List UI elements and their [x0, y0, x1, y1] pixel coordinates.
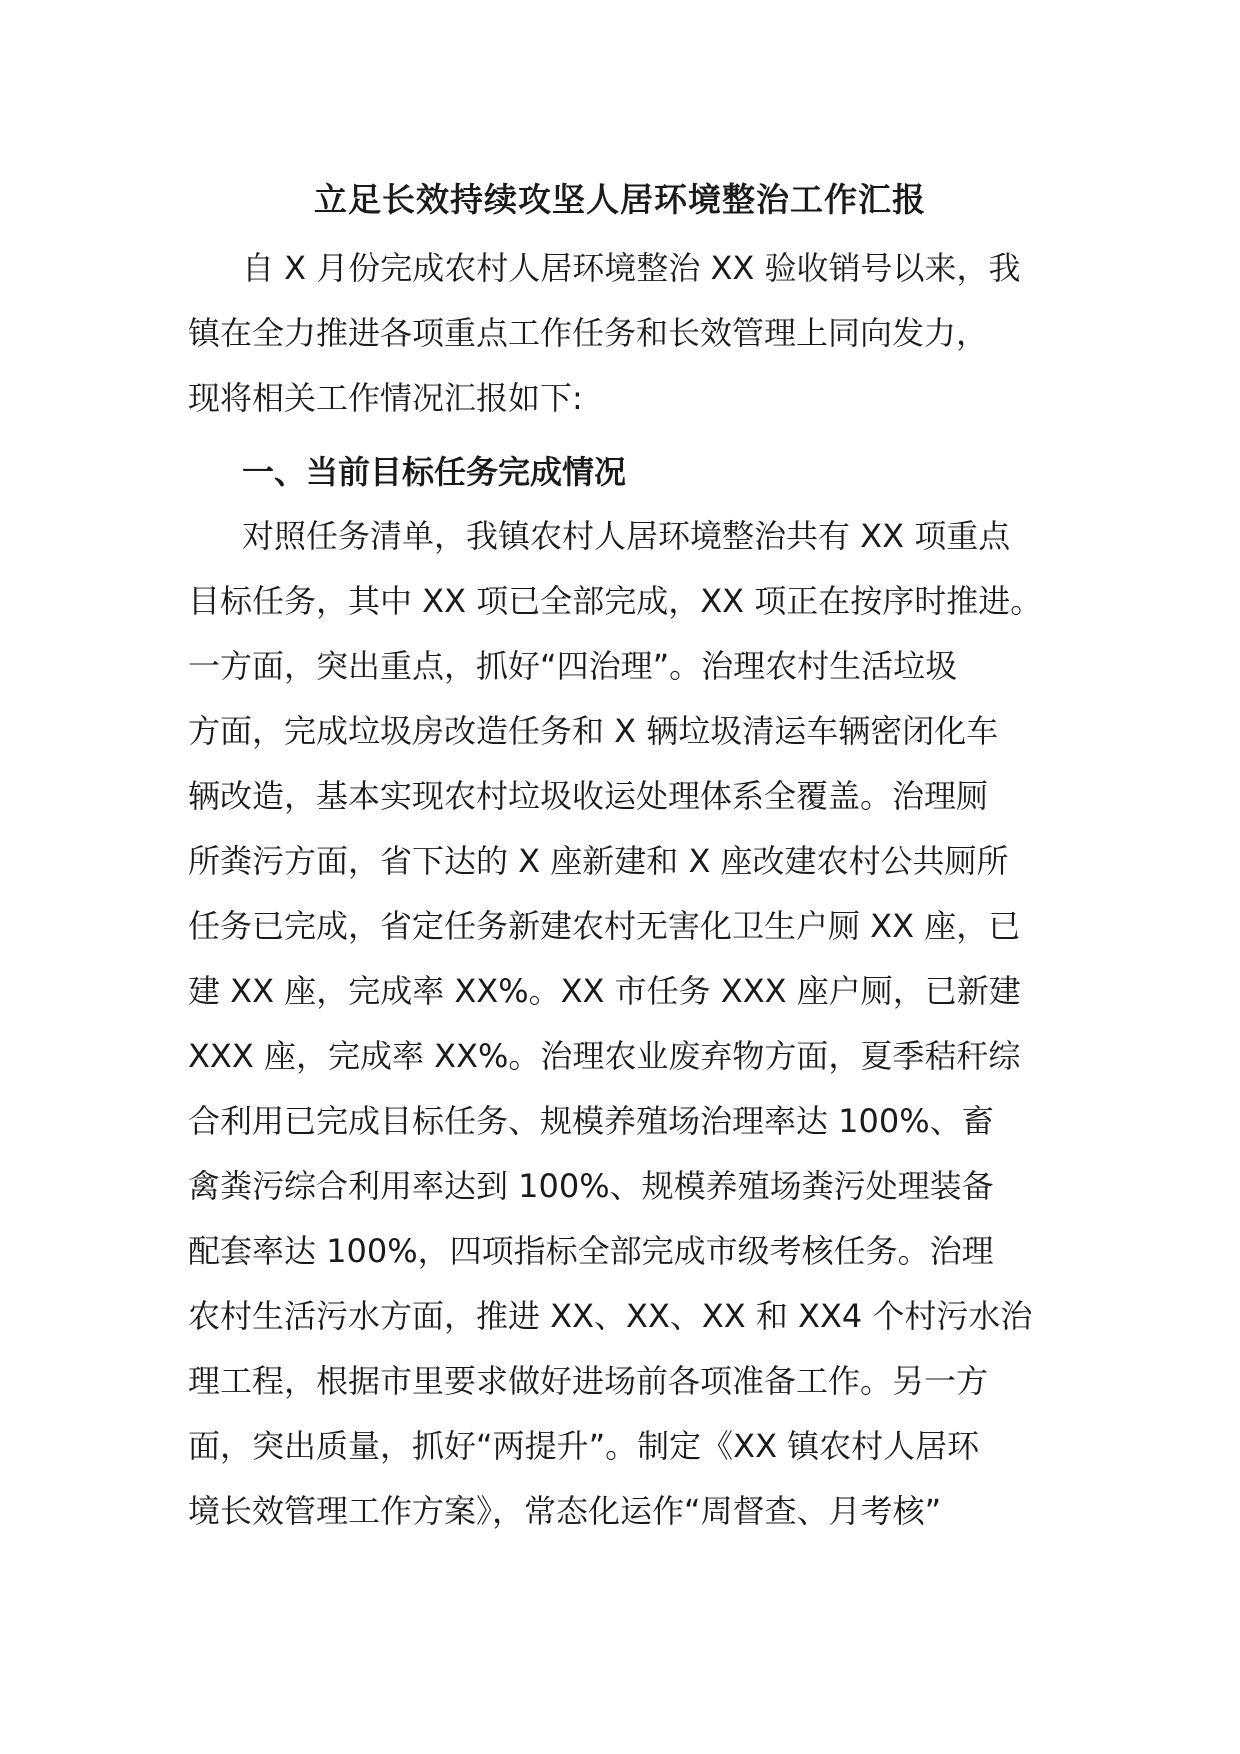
intro-paragraph — [188, 236, 1068, 431]
paragraph-line: 任务已完成，省定任务新建农村无害化卫生户厕 XX 座，已 — [188, 907, 1021, 945]
paragraph-line: XXX 座，完成率 XX%。治理农业废弃物方面，夏季秸秆综 — [188, 1037, 1021, 1075]
paragraph-line: 面，突出质量，抓好“两提升”。制定《XX 镇农村人居环 — [188, 1427, 980, 1465]
paragraph-line: 境长效管理工作方案》，常态化运作“周督查、月考核” — [188, 1492, 942, 1530]
section1-paragraph — [188, 504, 1068, 1544]
paragraph-line: 对照任务清单，我镇农村人居环境整治共有 XX 项重点 — [242, 517, 1011, 555]
paragraph-line: 方面，完成垃圾房改造任务和 X 辆垃圾清运车辆密闭化车 — [188, 712, 999, 750]
document-title: 立足长效持续攻坚人居环境整治工作汇报 — [314, 180, 926, 219]
paragraph-line: 目标任务，其中 XX 项已全部完成，XX 项正在按序时推进。 — [188, 582, 1043, 620]
paragraph-line: 配套率达 100%，四项指标全部完成市级考核任务。治理 — [188, 1232, 994, 1270]
paragraph-line: 现将相关工作情况汇报如下: — [188, 379, 583, 417]
paragraph-line: 自 X 月份完成农村人居环境整治 XX 验收销号以来，我 — [242, 249, 1021, 287]
paragraph-line: 所粪污方面，省下达的 X 座新建和 X 座改建农村公共厕所 — [188, 842, 1009, 880]
paragraph-line: 辆改造，基本实现农村垃圾收运处理体系全覆盖。治理厕 — [188, 777, 989, 815]
paragraph-line: 一方面，突出重点，抓好“四治理”。治理农村生活垃圾 — [188, 647, 958, 685]
paragraph-line: 禽粪污综合利用率达到 100%、规模养殖场粪污处理装备 — [188, 1167, 994, 1205]
section-heading: 一、当前目标任务完成情况 — [242, 453, 627, 491]
paragraph-line: 理工程，根据市里要求做好进场前各项准备工作。另一方 — [188, 1362, 989, 1400]
paragraph-line: 农村生活污水方面，推进 XX、XX、XX 和 XX4 个村污水治 — [188, 1297, 1033, 1335]
paragraph-line: 合利用已完成目标任务、规模养殖场治理率达 100%、畜 — [188, 1102, 994, 1140]
paragraph-line: 镇在全力推进各项重点工作任务和长效管理上同向发力， — [188, 314, 989, 352]
paragraph-line: 建 XX 座，完成率 XX%。XX 市任务 XXX 座户厕，已新建 — [188, 972, 1021, 1010]
